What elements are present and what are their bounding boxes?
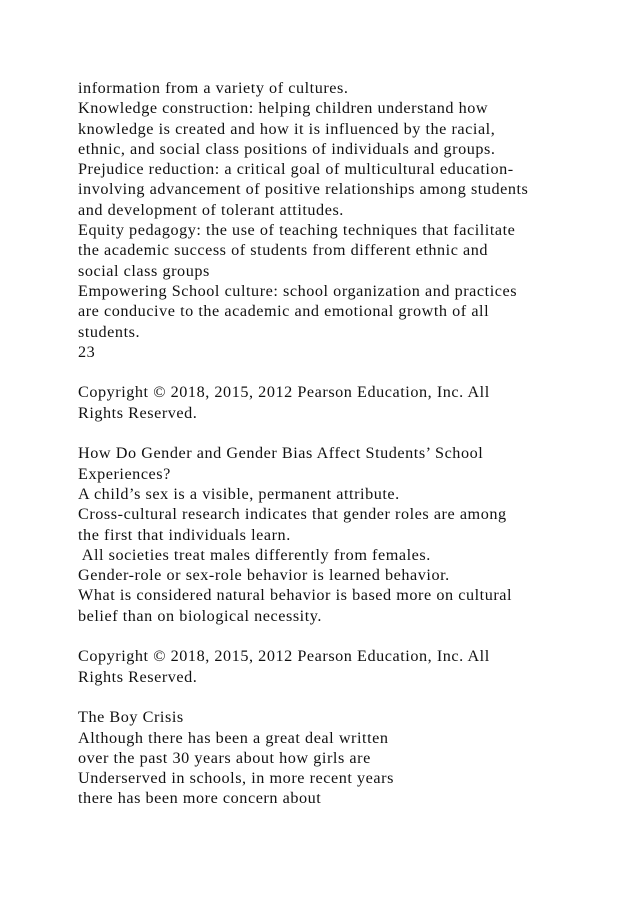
text-line: students. [78,322,141,341]
blank-line [78,687,618,707]
text-line: social class groups [78,261,210,280]
text-line: Underserved in schools, in more recent years [78,769,394,788]
text-line: Knowledge construction: helping children understand how [78,99,489,118]
text-line: over the past 30 years about how girls are [78,748,371,767]
text-line: Equity pedagogy: the use of teaching techniques that facilitate [78,221,516,240]
text-line: information from a variety of cultures. [78,79,349,97]
text-line: involving advancement of positive relationships among students [78,180,529,199]
text-line: Cross-cultural research indicates that gender roles are among [78,505,507,524]
text-line: What is considered natural behavior is based more on cultural [78,586,513,605]
text-line: ethnic, and social class positions of individuals and groups. [78,139,496,158]
text-line: All societies treat males differently from females. [78,545,431,564]
copyright-line: Copyright © 2018, 2015, 2012 Pearson Education, Inc. All [78,383,490,402]
text-line: the first that individuals learn. [78,525,291,544]
text-line: Although there has been a great deal written [78,728,389,747]
document-text [78,78,618,809]
text-line: the academic success of students from different ethnic and [78,241,489,260]
text-line: belief than on biological necessity. [78,606,322,625]
copyright-line: Copyright © 2018, 2015, 2012 Pearson Education, Inc. All [78,647,490,666]
text-line: Gender-role or sex-role behavior is learned behavior. [78,566,450,585]
blank-line [78,423,618,443]
text-line: knowledge is created and how it is influenced by the racial, [78,119,496,138]
text-line: Empowering School culture: school organization and practices [78,281,518,300]
text-line: Prejudice reduction: a critical goal of multicultural education- [78,160,514,179]
text-line: A child’s sex is a visible, permanent attribute. [78,484,400,503]
text-line: and development of tolerant attitudes. [78,200,344,219]
section-title: Experiences? [78,464,171,483]
copyright-line: Rights Reserved. [78,403,198,422]
section-title: How Do Gender and Gender Bias Affect Students’ School [78,444,484,463]
text-line: there has been more concern about [78,789,322,808]
blank-line [78,626,618,646]
copyright-line: Rights Reserved. [78,667,198,686]
page-number: 23 [78,342,96,361]
section-title: The Boy Crisis [78,708,184,727]
text-line: are conducive to the academic and emotional growth of all [78,302,490,321]
blank-line [78,362,618,382]
